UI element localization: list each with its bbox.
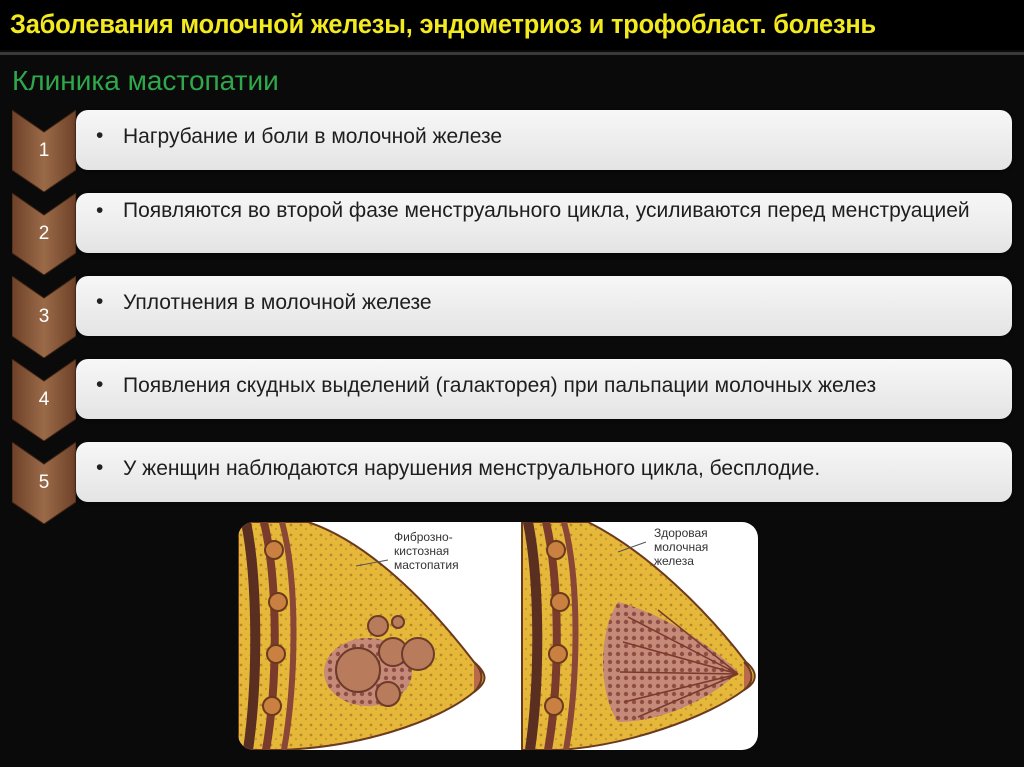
item-text: Появления скудных выделений (галакторея) при пальпации молочных желез [123, 374, 877, 397]
item-box [76, 193, 1012, 253]
item-number: 4 [38, 389, 50, 410]
item-number: 5 [38, 472, 50, 493]
fibrocystic-label [394, 530, 459, 572]
item-text: У женщин наблюдаются нарушения менструального цикла, бесплодие. [123, 457, 821, 480]
list-item [0, 193, 1024, 277]
item-text: Уплотнения в молочной железе [123, 291, 432, 314]
item-text: Нагрубание и боли в молочной железе [123, 125, 503, 148]
item-box [76, 276, 1012, 336]
list-item [0, 442, 1024, 526]
bullet-icon: • [96, 456, 104, 479]
breast-illustration [238, 522, 758, 750]
item-number: 1 [38, 140, 50, 161]
item-box [76, 110, 1012, 170]
label-line: кистозная [394, 544, 450, 558]
list-item [0, 276, 1024, 360]
list-item [0, 359, 1024, 443]
item-box [76, 359, 1012, 419]
healthy-label [654, 526, 708, 568]
label-line: Фиброзно- [394, 530, 453, 544]
bullet-icon: • [96, 290, 104, 313]
label-line: мастопатия [394, 558, 459, 572]
item-text: Появляются во второй фазе менструального цикла, усиливаются перед менструацией [123, 199, 970, 222]
item-number: 3 [38, 306, 50, 327]
item-box [76, 442, 1012, 502]
label-line: молочная [654, 540, 709, 554]
list-item [0, 110, 1024, 194]
label-line: железа [654, 554, 694, 568]
bullet-icon: • [96, 124, 104, 147]
healthy-breast [522, 522, 755, 750]
slide-subtitle: Клиника мастопатии [12, 65, 279, 96]
label-line: Здоровая [654, 526, 708, 540]
item-number: 2 [38, 223, 50, 244]
bullet-icon: • [96, 199, 104, 222]
slide-title: Заболевания молочной железы, эндометриоз и трофобласт. болезнь [10, 9, 876, 39]
bullet-icon: • [96, 373, 104, 396]
